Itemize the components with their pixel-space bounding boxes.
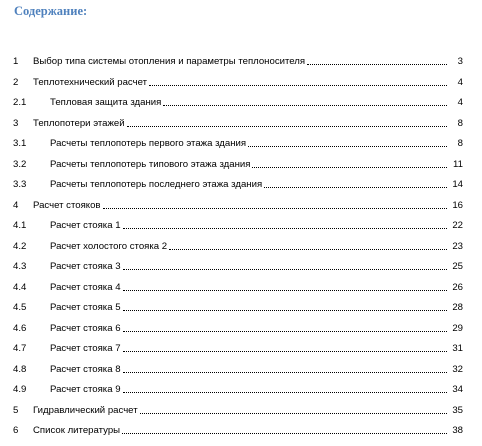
toc-entry-number: 4.5 — [13, 302, 27, 313]
toc-entry[interactable] — [0, 117, 482, 131]
toc-title: Содержание: — [14, 4, 88, 18]
toc-entry[interactable] — [0, 158, 482, 172]
toc-dot-leader — [123, 363, 447, 373]
toc-entry[interactable] — [0, 76, 482, 90]
toc-dot-leader — [123, 342, 447, 352]
toc-dot-leader — [149, 76, 447, 86]
toc-entry-number: 4.6 — [13, 322, 27, 334]
toc-entry[interactable] — [0, 219, 482, 233]
toc-entry-number: 3.3 — [13, 179, 27, 190]
toc-entry[interactable] — [0, 322, 482, 336]
toc-dot-leader — [169, 240, 447, 250]
toc-dot-leader — [140, 404, 447, 414]
toc-dot-leader — [252, 158, 447, 168]
toc-entry-number: 2.1 — [13, 97, 27, 108]
toc-entry-page-number: 16 — [452, 199, 463, 211]
toc-entry[interactable] — [0, 281, 482, 295]
toc-entry-number: 4 — [13, 199, 19, 211]
toc-entry-number: 4.8 — [13, 363, 27, 375]
toc-entry-label: Расчет стояков — [33, 199, 101, 211]
toc-entry-page-number: 34 — [452, 384, 463, 395]
toc-entry-label: Расчет стояка 1 — [50, 220, 121, 231]
toc-entry[interactable] — [0, 240, 482, 254]
toc-entry-number: 4.7 — [13, 343, 27, 354]
toc-dot-leader — [103, 199, 447, 209]
toc-dot-leader — [122, 424, 447, 434]
toc-entry[interactable] — [0, 55, 482, 69]
toc-entry-number: 4.4 — [13, 281, 27, 293]
toc-dot-leader — [163, 96, 447, 106]
toc-entry-label: Расчет стояка 3 — [50, 261, 121, 272]
toc-entry-number: 6 — [13, 425, 19, 436]
toc-entry-label: Выбор типа системы отопления и параметры теплоносителя — [33, 56, 306, 67]
toc-entry-label: Расчеты теплопотерь последнего этажа здания — [50, 179, 263, 190]
toc-entry-number: 5 — [13, 404, 19, 416]
toc-entry-page-number: 4 — [457, 76, 463, 88]
toc-entry-page-number: 3 — [457, 56, 463, 67]
toc-entry-number: 4.1 — [13, 220, 27, 231]
toc-entry[interactable] — [0, 342, 482, 356]
toc-entry-label: Теплотехнический расчет — [33, 76, 148, 88]
toc-entry[interactable] — [0, 178, 482, 192]
toc-entry-number: 4.3 — [13, 261, 27, 272]
toc-entry-page-number: 8 — [457, 138, 463, 149]
toc-entry-page-number: 25 — [452, 261, 463, 272]
toc-entry[interactable] — [0, 404, 482, 418]
toc-dot-leader — [123, 322, 447, 332]
toc-entry-page-number: 38 — [452, 425, 463, 436]
toc-dot-leader — [123, 281, 447, 291]
toc-entry-page-number: 28 — [452, 302, 463, 313]
toc-entry-label: Расчет стояка 6 — [50, 322, 121, 334]
toc-dot-leader — [123, 301, 447, 311]
toc-entry-number: 3.2 — [13, 158, 27, 170]
toc-entry-label: Расчет стояка 5 — [50, 302, 121, 313]
toc-entry[interactable] — [0, 424, 482, 438]
toc-dot-leader — [123, 260, 447, 270]
toc-entry-page-number: 22 — [452, 220, 463, 231]
toc-entry-label: Расчеты теплопотерь первого этажа здания — [50, 138, 247, 149]
toc-entry-label: Расчет стояка 7 — [50, 343, 121, 354]
toc-entry-label: Расчет холостого стояка 2 — [50, 240, 168, 252]
toc-entry[interactable] — [0, 363, 482, 377]
toc-entry-page-number: 35 — [452, 404, 463, 416]
toc-entry[interactable] — [0, 260, 482, 274]
toc-entry-page-number: 4 — [457, 97, 463, 108]
toc-entry-label: Расчет стояка 4 — [50, 281, 121, 293]
toc-dot-leader — [127, 117, 447, 127]
toc-dot-leader — [248, 137, 447, 147]
toc-entry[interactable] — [0, 96, 482, 110]
toc-entry-number: 3.1 — [13, 138, 27, 149]
toc-entry-page-number: 8 — [457, 117, 463, 129]
toc-entry[interactable] — [0, 137, 482, 151]
toc-entry[interactable] — [0, 199, 482, 213]
toc-entry-label: Тепловая защита здания — [50, 97, 162, 108]
toc-entry[interactable] — [0, 301, 482, 315]
toc-entry-number: 4.2 — [13, 240, 27, 252]
toc-dot-leader — [123, 219, 447, 229]
toc-dot-leader — [264, 178, 447, 188]
toc-entry-number: 1 — [13, 56, 19, 67]
toc-entry-number: 3 — [13, 117, 19, 129]
toc-entry-page-number: 26 — [452, 281, 463, 293]
toc-entry-label: Теплопотери этажей — [33, 117, 125, 129]
toc-entry-label: Расчеты теплопотерь типового этажа здания — [50, 158, 251, 170]
toc-dot-leader — [307, 55, 447, 65]
toc-entry-page-number: 32 — [452, 363, 463, 375]
toc-entry-number: 2 — [13, 76, 19, 88]
toc-dot-leader — [123, 383, 447, 393]
toc-entry-label: Расчет стояка 8 — [50, 363, 121, 375]
toc-entry-page-number: 23 — [452, 240, 463, 252]
toc-entry-label: Гидравлический расчет — [33, 404, 138, 416]
toc-entry-label: Расчет стояка 9 — [50, 384, 121, 395]
toc-entry-page-number: 14 — [452, 179, 463, 190]
toc-entry-page-number: 31 — [452, 343, 463, 354]
toc-entry-page-number: 11 — [453, 158, 463, 170]
toc-entry-page-number: 29 — [452, 322, 463, 334]
toc-entry-number: 4.9 — [13, 384, 27, 395]
toc-entry[interactable] — [0, 383, 482, 397]
toc-entry-label: Список литературы — [33, 425, 121, 436]
